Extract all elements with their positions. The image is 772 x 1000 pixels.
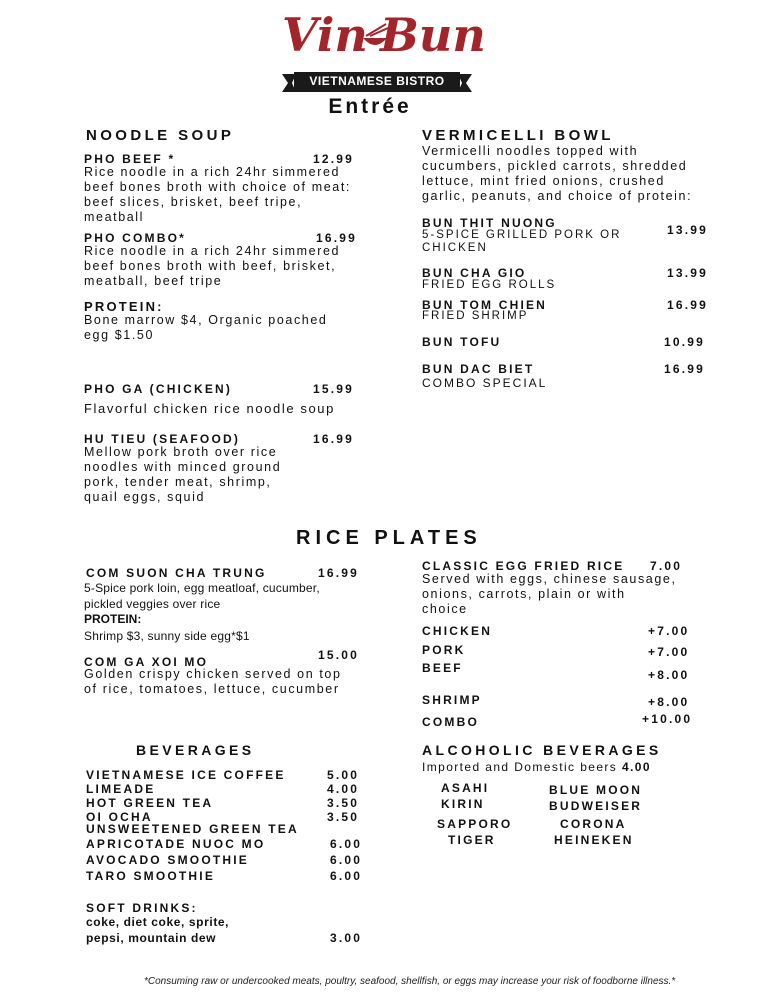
- alcohol-price: 4.00: [621, 760, 651, 774]
- beverage-name: AVOCADO SMOOTHIE: [86, 853, 249, 867]
- desc-line: lettuce, mint fried onions, crushed: [422, 174, 665, 188]
- alcohol-title: ALCOHOLIC BEVERAGES: [422, 742, 662, 758]
- pho-beef-price: 12.99: [313, 152, 355, 166]
- bun-cha-gio-name: BUN CHA GIO: [422, 266, 527, 280]
- com-ga-price: 15.00: [318, 648, 360, 662]
- desc-line: noodles with minced ground: [84, 460, 282, 474]
- beverage-price: 4.00: [327, 782, 360, 796]
- desc-line: cucumbers, pickled carrots, shredded: [422, 159, 688, 173]
- desc-line: meatball, beef tripe: [84, 274, 223, 288]
- logo-tagline: VIETNAMESE BISTRO: [309, 74, 445, 88]
- soft-drinks-line2: pepsi, mountain dew: [86, 931, 217, 945]
- desc-line: of rice, tomatoes, lettuce, cucumber: [84, 682, 340, 696]
- beverage-price: 3.50: [327, 810, 360, 824]
- bun-tom-chien-sub: FRIED SHRIMP: [422, 310, 529, 322]
- pho-beef-name: PHO BEEF *: [84, 152, 176, 166]
- beer-name: CORONA: [560, 817, 627, 831]
- beer-name: SAPPORO: [437, 817, 513, 831]
- soft-drinks-price: 3.00: [330, 931, 363, 945]
- desc-line: beef bones broth with choice of meat:: [84, 180, 351, 194]
- desc-line: Served with eggs, chinese sausage,: [422, 572, 677, 586]
- desc-line: quail eggs, squid: [84, 490, 206, 504]
- beverage-price: 6.00: [330, 837, 363, 851]
- desc-line: Golden crispy chicken served on top: [84, 667, 342, 681]
- rice-plates-title: RICE PLATES: [296, 527, 482, 549]
- vermicelli-desc: [422, 144, 692, 204]
- fried-rice-option-name: SHRIMP: [422, 693, 482, 707]
- com-ga-desc: [84, 667, 342, 697]
- pho-combo-name: PHO COMBO*: [84, 231, 187, 245]
- desc-line: 5-SPICE GRILLED PORK OR: [422, 229, 622, 241]
- fried-rice-option-price: +7.00: [648, 624, 690, 638]
- desc-line: Rice noodle in a rich 24hr simmered: [84, 244, 341, 258]
- com-suon-protein: Shrimp $3, sunny side egg*$1: [84, 629, 250, 643]
- soft-drinks-line1: coke, diet coke, sprite,: [86, 915, 230, 929]
- fried-rice-option-name: PORK: [422, 643, 466, 657]
- beer-name: BUDWEISER: [549, 799, 643, 813]
- logo-text-left: Vin: [282, 8, 368, 62]
- pho-combo-price: 16.99: [316, 231, 358, 245]
- beverages-title: BEVERAGES: [136, 742, 255, 758]
- bun-dac-biet-price: 16.99: [664, 362, 706, 376]
- beer-name: ASAHI: [441, 781, 490, 795]
- fried-rice-name: CLASSIC EGG FRIED RICE: [422, 559, 625, 573]
- com-suon-price: 16.99: [318, 566, 360, 580]
- noodle-soup-title: NOODLE SOUP: [86, 127, 235, 144]
- disclaimer: *Consuming raw or undercooked meats, poultry, seafood, shellfish, or eggs may increase your risk of foodborne illness.*: [144, 976, 676, 987]
- beverage-name: VIETNAMESE ICE COFFEE: [86, 768, 286, 782]
- desc-line: choice: [422, 602, 468, 616]
- beverage-name: APRICOTADE NUOC MO: [86, 837, 266, 851]
- beverage-name: LIMEADE: [86, 782, 156, 796]
- pho-combo-desc: [84, 244, 340, 289]
- desc-line: beef slices, brisket, beef tripe,: [84, 195, 303, 209]
- desc-line: Mellow pork broth over rice: [84, 445, 278, 459]
- desc-line: egg $1.50: [84, 328, 155, 342]
- desc-line: Bone marrow $4, Organic poached: [84, 313, 328, 327]
- bun-dac-biet-sub: COMBO SPECIAL: [422, 376, 548, 390]
- bun-thit-nuong-name: BUN THIT NUONG: [422, 216, 557, 230]
- protein-label: PROTEIN:: [84, 299, 164, 314]
- desc-line: Rice noodle in a rich 24hr simmered: [84, 165, 341, 179]
- fried-rice-price: 7.00: [650, 559, 683, 573]
- bun-tom-chien-name: BUN TOM CHIEN: [422, 298, 548, 312]
- logo-text-right: Bun: [380, 8, 486, 62]
- desc-line: 5-Spice pork loin, egg meatloaf, cucumber,: [84, 581, 320, 595]
- pho-ga-desc: Flavorful chicken rice noodle soup: [84, 401, 335, 416]
- hu-tieu-name: HU TIEU (SEAFOOD): [84, 432, 241, 446]
- beer-name: BLUE MOON: [549, 783, 643, 797]
- beverage-name: HOT GREEN TEA: [86, 796, 214, 810]
- com-suon-protein-label: PROTEIN:: [84, 612, 142, 626]
- beverage-price: 6.00: [330, 853, 363, 867]
- bun-thit-nuong-sub: [422, 229, 621, 255]
- beverage-price: 5.00: [327, 768, 360, 782]
- desc-line: Vermicelli noodles topped with: [422, 144, 639, 158]
- beverage-price: 6.00: [330, 869, 363, 883]
- pho-ga-price: 15.99: [313, 382, 355, 396]
- bun-cha-gio-sub: FRIED EGG ROLLS: [422, 279, 557, 291]
- desc-line: meatball: [84, 210, 145, 224]
- bun-tom-chien-price: 16.99: [667, 298, 709, 312]
- desc-line: beef bones broth with beef, brisket,: [84, 259, 337, 273]
- fried-rice-desc: [422, 572, 677, 617]
- beer-name: TIGER: [448, 833, 496, 847]
- beer-name: KIRIN: [441, 797, 485, 811]
- pho-ga-name: PHO GA (CHICKEN): [84, 382, 233, 396]
- fried-rice-option-price: +8.00: [648, 695, 690, 709]
- pho-beef-desc: [84, 165, 351, 225]
- bun-dac-biet-name: BUN DAC BIET: [422, 362, 535, 376]
- beer-name: HEINEKEN: [554, 833, 634, 847]
- page-title: Entrée: [328, 95, 412, 118]
- desc-line: pickled veggies over rice: [84, 597, 221, 611]
- soft-drinks-title: SOFT DRINKS:: [86, 901, 198, 915]
- fried-rice-option-price: +10.00: [642, 712, 693, 726]
- fried-rice-option-price: +7.00: [648, 645, 690, 659]
- bun-tofu-price: 10.99: [664, 335, 706, 349]
- com-suon-desc: [84, 580, 320, 612]
- beverage-name: UNSWEETENED GREEN TEA: [86, 822, 299, 836]
- bun-tofu-name: BUN TOFU: [422, 335, 502, 349]
- fried-rice-option-name: COMBO: [422, 715, 479, 729]
- logo: [282, 8, 486, 96]
- fried-rice-option-name: CHICKEN: [422, 624, 493, 638]
- desc-line: garlic, peanuts, and choice of protein:: [422, 189, 693, 203]
- protein-desc: [84, 313, 327, 343]
- bun-cha-gio-price: 13.99: [667, 266, 709, 280]
- beverage-name: OI OCHA: [86, 810, 153, 824]
- desc-line: CHICKEN: [422, 242, 488, 254]
- desc-line: pork, tender meat, shrimp,: [84, 475, 272, 489]
- bun-thit-nuong-price: 13.99: [667, 223, 709, 237]
- hu-tieu-price: 16.99: [313, 432, 355, 446]
- com-suon-name: COM SUON CHA TRUNG: [86, 566, 267, 580]
- alcohol-desc: Imported and Domestic beers: [422, 760, 618, 774]
- hu-tieu-desc: [84, 445, 281, 505]
- alcohol-desc-row: [422, 760, 651, 774]
- beverage-name: TARO SMOOTHIE: [86, 869, 216, 883]
- vermicelli-title: VERMICELLI BOWL: [422, 127, 614, 144]
- com-ga-name: COM GA XOI MO: [84, 655, 209, 669]
- fried-rice-option-price: +8.00: [648, 668, 690, 682]
- desc-line: onions, carrots, plain or with: [422, 587, 626, 601]
- fried-rice-option-name: BEEF: [422, 661, 463, 675]
- beverage-price: 3.50: [327, 796, 360, 810]
